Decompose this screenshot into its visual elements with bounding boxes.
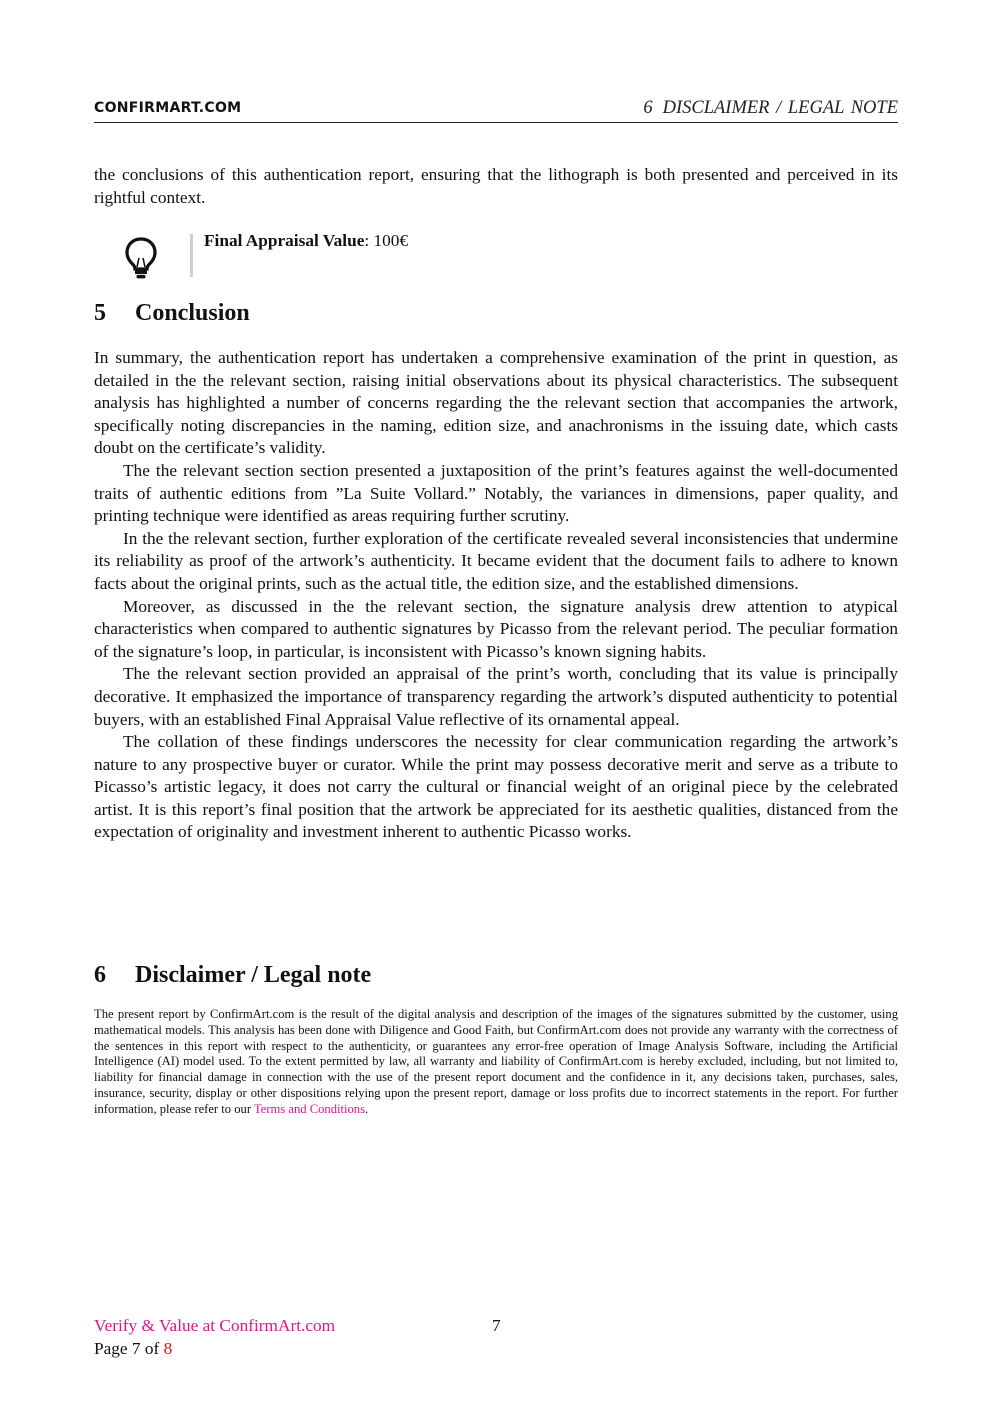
page-number: 7	[492, 1316, 501, 1335]
conclusion-paragraph: Moreover, as discussed in the the relevant section, the signature analysis drew attention to atypical characteristics when compared to authentic signatures by Picasso from the relevant period. The peculiar formation of the signature’s loop, in particular, is inconsistent with Picasso’s known signing habits.	[94, 596, 898, 661]
page-header	[94, 96, 898, 123]
section-heading-disclaimer	[94, 962, 371, 989]
section-title: Conclusion	[135, 300, 250, 326]
conclusion-paragraph: In the the relevant section, further exploration of the certificate revealed several inconsistencies that undermine its reliability as proof of the artwork’s authenticity. It became evident that the document fails to adhere to known facts about the original prints, such as the actual title, the edition size, and the established dimensions.	[94, 528, 898, 593]
legal-trailing: .	[365, 1101, 369, 1116]
intro-paragraph: the conclusions of this authentication report, ensuring that the lithograph is both presented and perceived in its rightful context.	[94, 165, 898, 207]
page-label: Page 7 of	[94, 1339, 160, 1358]
section-title: Disclaimer / Legal note	[135, 962, 372, 988]
final-appraisal-text: Final Appraisal Value: 100€	[204, 231, 409, 250]
conclusion-paragraph: The the relevant section provided an appraisal of the print’s worth, concluding that its value is principally decorative. It emphasized the importance of transparency regarding the artwork’s disputed authenticity to potential buyers, with an established Final Appraisal Value reflective of its ornamental appeal.	[94, 664, 898, 729]
conclusion-paragraph: In summary, the authentication report has undertaken a comprehensive examination of the print in question, as detailed in the the relevant section, raising initial observations about its physical characteristics. The subsequent analysis has highlighted a number of concerns regarding the the relevant section that accompanies the artwork, specifically noting discrepancies in the naming, edition size, and anachronisms in the issuing date, which casts doubt on the certificate’s validity.	[94, 348, 898, 458]
running-head-title: DISCLAIMER / LEGAL NOTE	[662, 98, 898, 118]
total-pages-link[interactable]: 8	[163, 1339, 173, 1358]
section-number: 5	[94, 300, 106, 326]
appraisal-callout	[94, 230, 898, 280]
lightbulb-icon	[124, 236, 158, 280]
final-appraisal-value: 100€	[373, 231, 409, 250]
legal-text: The present report by ConfirmArt.com is the result of the digital analysis and description of the images of the signatures submitted by the customer, using mathematical models. This analysis has been done with Diligence and Good Faith, but ConfirmArt.com does not provide any warranty with the correctness of the sentences in this report with respect to the authenticity, or guarantees any error-free operation of Image Analysis Software, including the Artificial Intelligence (AI) model used. To the extent permitted by law, all warranty and liability of ConfirmArt.com is hereby excluded, including, but not limited to, liability for financial damage in connection with the use of the present report document and the confidence in it, any decisions taken, purchases, sales, insurance, security, display or other dispositions relying upon the present report, damage or loss profits due to incorrect statements in the report. For further information, please refer to our	[94, 1007, 898, 1116]
conclusion-paragraph: The the relevant section section presented a juxtaposition of the print’s features against the well-documented traits of authentic editions from ”La Suite Vollard.” Notably, the variances in dimensions, paper quality, and printing technique were identified as areas requiring further scrutiny.	[94, 460, 898, 526]
terms-and-conditions-link[interactable]: Terms and Conditions	[253, 1101, 365, 1116]
section-heading-conclusion	[94, 300, 250, 327]
verify-value-link[interactable]: Verify & Value at ConfirmArt.com	[94, 1316, 336, 1335]
running-head	[643, 98, 898, 119]
page-footer	[94, 1314, 898, 1360]
conclusion-paragraph: The collation of these findings underscores the necessity for clear communication regarding the artwork’s nature to any prospective buyer or curator. While the print may possess decorative merit and serve as a tribute to Picasso’s artistic legacy, it does not carry the cultural or financial weight of an original piece by the celebrated artist. It is this report’s final position that the artwork be appreciated for its aesthetic qualities, distanced from the expectation of originality and investment inherent to authentic Picasso works.	[94, 732, 898, 842]
legal-note	[94, 1007, 898, 1118]
callout-divider	[190, 234, 193, 277]
intro-continuation	[94, 164, 898, 209]
section-number: 6	[94, 962, 106, 988]
confirmart-logo: CONFIRMART.COM	[94, 100, 242, 116]
conclusion-body	[94, 347, 898, 844]
running-head-number: 6	[643, 98, 653, 118]
final-appraisal-label: Final Appraisal Value	[204, 231, 365, 250]
